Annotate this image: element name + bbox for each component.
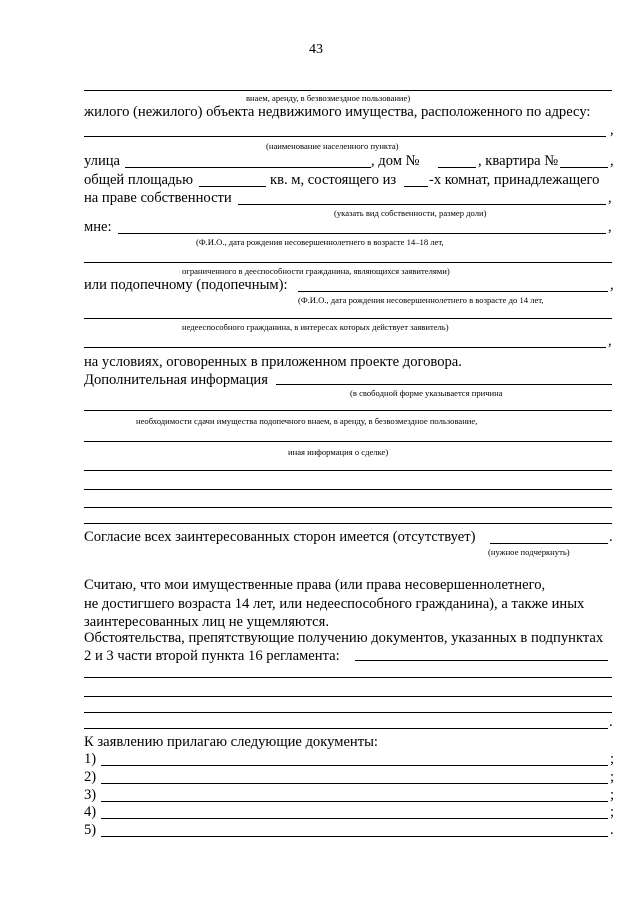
ward-extra-comma: , [608, 333, 612, 349]
additional-info-field[interactable] [276, 384, 612, 385]
underline-needed-caption: (нужное подчеркнуть) [488, 547, 570, 557]
rent-form-line [84, 90, 612, 91]
settlement-caption: (наименование населенного пункта) [266, 141, 399, 151]
additional-line-1[interactable] [84, 410, 612, 411]
doc-period: . [610, 822, 614, 838]
doc-semicolon: ; [610, 751, 615, 767]
doc-field-4[interactable] [101, 818, 608, 819]
apartment-field[interactable] [560, 167, 608, 168]
doc-number: 3) [84, 787, 97, 803]
object-label: жилого (нежилого) объекта недвижимого имущества, расположенного по адресу: [84, 104, 591, 120]
attach-label: К заявлению прилагаю следующие документы: [84, 734, 378, 750]
street-comma: , [610, 153, 614, 169]
area-label: общей площадью [84, 172, 193, 188]
additional-line-4[interactable] [84, 489, 612, 490]
additional-info-label: Дополнительная информация [84, 372, 268, 388]
circumstances-line-d[interactable] [84, 728, 608, 729]
ownership-kind-caption: (указать вид собственности, размер доли) [334, 208, 487, 218]
house-field[interactable] [438, 167, 476, 168]
rooms-label: кв. м, состоящего из [270, 172, 397, 188]
consent-text: Согласие всех заинтересованных сторон имеется (отсутствует) [84, 529, 476, 545]
doc-field-5[interactable] [101, 836, 608, 837]
area-field[interactable] [199, 186, 266, 187]
page-number: 43 [309, 42, 323, 57]
additional-line-5[interactable] [84, 507, 612, 508]
rooms-field[interactable] [404, 186, 428, 187]
me-field[interactable] [118, 233, 606, 234]
minor-14-18-caption: (Ф.И.О., дата рождения несовершеннолетнего в возрасте 14–18 лет, [196, 237, 444, 247]
additional-line-6[interactable] [84, 523, 612, 524]
other-info-caption: иная информация о сделке) [288, 447, 389, 457]
doc-semicolon: ; [610, 787, 615, 803]
ward-extra-line[interactable] [84, 347, 606, 348]
ward-comma: , [610, 277, 614, 293]
doc-number: 2) [84, 769, 97, 785]
street-field[interactable] [125, 167, 371, 168]
minor-under-14-caption: (Ф.И.О., дата рождения несовершеннолетнего в возрасте до 14 лет, [298, 295, 544, 305]
doc-semicolon: ; [610, 804, 615, 820]
address-comma: , [610, 122, 614, 138]
ward-field[interactable] [298, 291, 608, 292]
circumstances-line-c[interactable] [84, 712, 612, 713]
doc-number: 4) [84, 804, 97, 820]
ward-continuation-line[interactable] [84, 318, 612, 319]
consent-period: . [609, 529, 613, 545]
apartment-label: , квартира № [478, 153, 559, 169]
doc-field-3[interactable] [101, 801, 608, 802]
circumstances-line-1: Обстоятельства, препятствующие получению документов, указанных в подпунктах [84, 630, 604, 646]
rooms-suffix: -х комнат, принадлежащего [429, 172, 600, 188]
circumstances-field[interactable] [355, 660, 608, 661]
additional-line-2[interactable] [84, 441, 612, 442]
doc-semicolon: ; [610, 769, 615, 785]
house-label: , дом № [371, 153, 420, 169]
me-continuation-line[interactable] [84, 262, 612, 263]
doc-number: 5) [84, 822, 97, 838]
ownership-field[interactable] [238, 204, 606, 205]
believe-line-1: Считаю, что мои имущественные права (или права несовершеннолетнего, [84, 577, 546, 593]
incapable-caption: недееспособного гражданина, в интересах которых действует заявитель) [182, 322, 449, 332]
doc-field-1[interactable] [101, 765, 608, 766]
consent-field[interactable] [490, 543, 608, 544]
me-label: мне: [84, 219, 112, 235]
circumstances-line-a[interactable] [84, 677, 612, 678]
limited-capacity-caption: ограниченного в дееспособности гражданина, являющихся заявителями) [182, 266, 450, 276]
circumstances-line-b[interactable] [84, 696, 612, 697]
additional-line-3[interactable] [84, 470, 612, 471]
free-form-caption: (в свободной форме указывается причина [350, 388, 503, 398]
conditions-text: на условиях, оговоренных в приложенном проекте договора. [84, 354, 462, 370]
me-comma: , [608, 219, 612, 235]
doc-field-2[interactable] [101, 783, 608, 784]
necessity-caption: необходимости сдачи имущества подопечного внаем, в аренду, в безвозмездное пользование, [136, 416, 478, 426]
doc-number: 1) [84, 751, 97, 767]
street-label: улица [84, 153, 121, 169]
rent-options-caption: внаем, аренду, в безвозмездное пользование) [246, 93, 411, 103]
ward-label: или подопечному (подопечным): [84, 277, 288, 293]
believe-line-2: не достигшего возраста 14 лет, или недееспособного гражданина), а также иных [84, 596, 585, 612]
ownership-comma: , [608, 190, 612, 206]
circumstances-period: . [609, 714, 613, 730]
address-line [84, 136, 606, 137]
believe-line-3: заинтересованных лиц не ущемляются. [84, 614, 330, 630]
ownership-label: на праве собственности [84, 190, 232, 206]
circumstances-line-2: 2 и 3 части второй пункта 16 регламента: [84, 648, 340, 664]
